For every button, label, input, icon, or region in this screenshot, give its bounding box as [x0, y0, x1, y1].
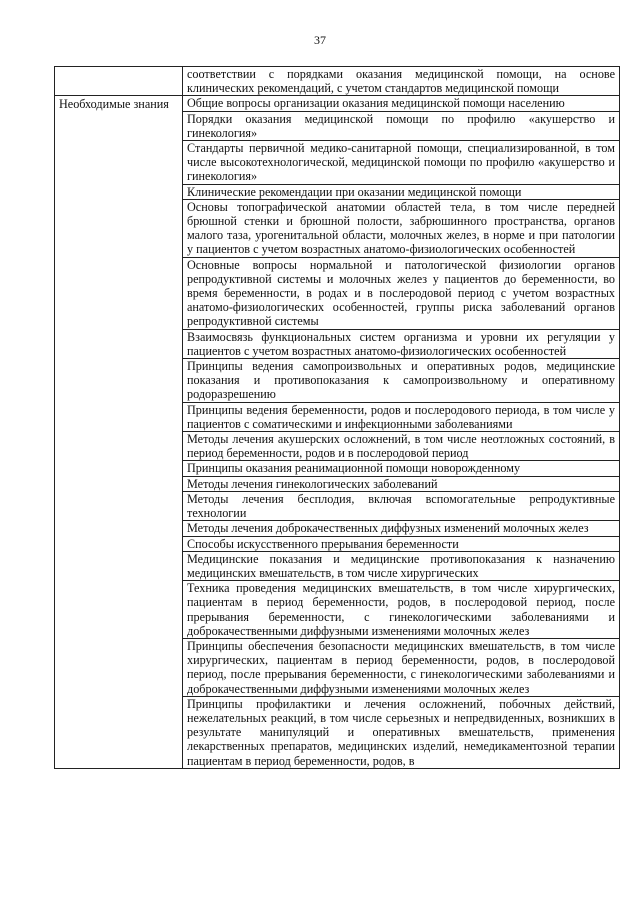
table-cell: Порядки оказания медицинской помощи по профилю «акушерство и гинекология» [183, 111, 620, 140]
competency-table [54, 66, 620, 769]
table-cell: Техника проведения медицинских вмешательств, в том числе хирургических, пациентам в период беременности, родов, в послеродовой период, после прерывания беременности, с гинекологическими заболеваниями и доброкачественными диффузными изменениями молочных желез [183, 581, 620, 639]
table-cell: Методы лечения гинекологических заболеваний [183, 476, 620, 491]
page-number: 37 [314, 33, 326, 47]
table-cell: соответствии с порядками оказания медицинской помощи, на основе клинических рекомендаций, с учетом стандартов медицинской помощи [183, 67, 620, 96]
table-cell: Принципы ведения беременности, родов и послеродового периода, в том числе у пациентов с соматическими и инфекционными заболеваниями [183, 402, 620, 431]
table-cell: Методы лечения акушерских осложнений, в том числе неотложных состояний, в период беременности, родов и в послеродовой период [183, 432, 620, 461]
table-cell: Взаимосвязь функциональных систем организма и уровни их регуляции у пациентов с учетом возрастных анатомо-физиологических особенностей [183, 329, 620, 358]
table-cell: Принципы профилактики и лечения осложнений, побочных действий, нежелательных реакций, в том числе серьезных и непредвиденных, возникших в результате манипуляций и оперативных вмешательств, применения лекарственных препаратов, медицинских изделий, немедикаментозной терапии пациентам в период беременности, родов, в [183, 696, 620, 768]
table-cell: Методы лечения доброкачественных диффузных изменений молочных желез [183, 521, 620, 536]
table-row [55, 67, 620, 96]
table-cell: Принципы обеспечения безопасности медицинских вмешательств, в том числе хирургических, пациентам в период беременности, родов, в послеродовой период, после прерывания беременности, с гинекологическими заболеваниями и доброкачественными диффузными изменениями молочных желез [183, 638, 620, 696]
table-cell: Методы лечения бесплодия, включая вспомогательные репродуктивные технологии [183, 491, 620, 520]
table-row [55, 96, 620, 111]
section-label: Необходимые знания [59, 97, 169, 112]
table-cell: Общие вопросы организации оказания медицинской помощи населению [183, 96, 620, 111]
table-label-cell [55, 67, 183, 96]
table-cell: Основные вопросы нормальной и патологической физиологии органов репродуктивной системы и молочных желез у пациентов до беременности, во время беременности, в родах и в послеродовой период с учетом возрастных анатомо-физиологических особенностей, группы риска заболеваний органов репродуктивной системы [183, 257, 620, 329]
table-cell: Принципы оказания реанимационной помощи новорожденному [183, 461, 620, 476]
table-cell: Основы топографической анатомии областей тела, в том числе передней брюшной стенки и брюшной полости, забрюшинного пространства, органов малого таза, урогенитальной области, молочных желез, в норме и при патологии у пациентов с учетом возрастных анатомо-физиологических особенностей [183, 199, 620, 257]
table-cell: Принципы ведения самопроизвольных и оперативных родов, медицинские показания и противопоказания к самопроизвольному и оперативному родоразрешению [183, 359, 620, 403]
table-cell: Медицинские показания и медицинские противопоказания к назначению медицинских вмешательств, в том числе хирургических [183, 551, 620, 580]
table-cell: Клинические рекомендации при оказании медицинской помощи [183, 184, 620, 199]
section-label-cell [55, 96, 183, 768]
table-cell: Стандарты первичной медико-санитарной помощи, специализированной, в том числе высокотехнологической, медицинской помощи по профилю «акушерство и гинекология» [183, 141, 620, 185]
table-cell: Способы искусственного прерывания беременности [183, 536, 620, 551]
